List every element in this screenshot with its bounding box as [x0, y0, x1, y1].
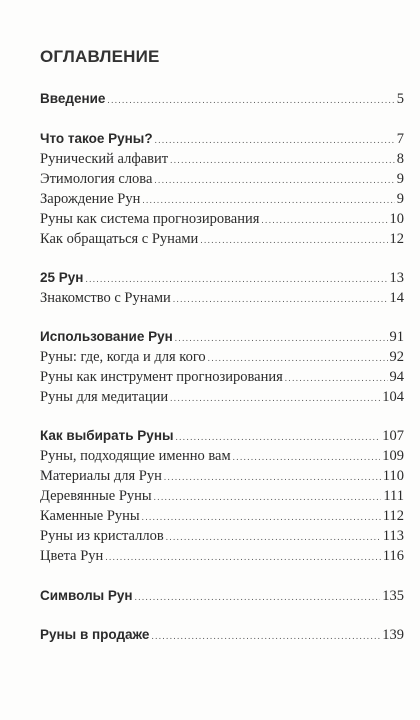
- toc-entry-label: Зарождение Рун: [40, 191, 141, 207]
- toc-entry: [40, 526, 404, 546]
- toc-entry-section: [40, 89, 404, 109]
- dot-leader: [135, 587, 381, 607]
- toc-entry-page: 92: [389, 349, 404, 365]
- page-title: ОГЛАВЛЕНИЕ: [40, 47, 160, 66]
- toc-entry: [40, 367, 404, 387]
- toc-entry-page: 91: [389, 329, 404, 345]
- dot-leader: [200, 230, 387, 250]
- toc-entry-section: [40, 586, 404, 606]
- toc-entry-label: Что такое Руны?: [40, 131, 153, 146]
- toc-entry-page: 9: [396, 171, 404, 187]
- toc-entry-label: Руны для медитации: [40, 389, 169, 405]
- toc-entry: [40, 387, 404, 407]
- toc-entry-label: Рунический алфавит: [40, 151, 169, 167]
- toc-entry-label: 25 Рун: [40, 270, 84, 285]
- toc-entry-label: Цвета Рун: [40, 548, 104, 564]
- toc-entry: [40, 506, 404, 526]
- toc-entry-label: Руны: где, когда и для кого: [40, 349, 206, 365]
- dot-leader: [285, 368, 388, 388]
- toc-entry: [40, 486, 404, 506]
- toc-entry-page: 104: [382, 389, 404, 405]
- toc-entry-section: [40, 129, 404, 149]
- dot-leader: [154, 487, 382, 507]
- dot-leader: [176, 427, 381, 447]
- toc-entry-section: [40, 327, 404, 347]
- toc-entry: [40, 466, 404, 486]
- toc-entry-label: Деревянные Руны: [40, 488, 152, 504]
- toc-entry: [40, 347, 404, 367]
- toc-entry-page: 7: [396, 131, 404, 147]
- toc-entry-section: [40, 426, 404, 446]
- toc-entry-page: 94: [389, 369, 404, 385]
- toc-entry-page: 135: [382, 588, 404, 604]
- toc-entry-label: Знакомство с Рунами: [40, 290, 171, 306]
- toc-entry-label: Материалы для Рун: [40, 468, 162, 484]
- dot-leader: [142, 507, 381, 527]
- toc-entry: [40, 209, 404, 229]
- toc-entry-label: Каменные Руны: [40, 508, 140, 524]
- toc-entry-label: Использование Рун: [40, 329, 173, 344]
- toc-entry-label: Руны как инструмент прогнозирования: [40, 369, 283, 385]
- toc-entry: [40, 446, 404, 466]
- dot-leader: [155, 130, 395, 150]
- dot-leader: [154, 170, 394, 190]
- toc-entry-page: 9: [396, 191, 404, 207]
- toc-entry-page: 12: [389, 231, 404, 247]
- toc-entry-section: [40, 268, 404, 288]
- toc-entry-page: 14: [389, 290, 404, 306]
- toc-entry-page: 13: [389, 270, 404, 286]
- toc-entry-label: Этимология слова: [40, 171, 153, 187]
- toc-entry-page: 139: [382, 627, 404, 643]
- toc-entry: [40, 546, 404, 566]
- toc-entry-page: 116: [382, 548, 404, 564]
- toc-entry-page: 5: [396, 91, 404, 107]
- toc-entry-page: 10: [389, 211, 404, 227]
- toc-entry: [40, 229, 404, 249]
- toc-entry-label: Руны в продаже: [40, 627, 150, 642]
- dot-leader: [208, 348, 388, 368]
- toc-entry-page: 110: [382, 468, 404, 484]
- dot-leader: [107, 90, 394, 110]
- dot-leader: [164, 467, 381, 487]
- toc-entry-label: Руны, подходящие именно вам: [40, 448, 231, 464]
- toc-entry-page: 8: [396, 151, 404, 167]
- toc-entry-section: [40, 625, 404, 645]
- dot-leader: [142, 190, 394, 210]
- toc-entry-page: 111: [383, 488, 404, 504]
- toc-entry-page: 109: [382, 448, 404, 464]
- toc-entry: [40, 169, 404, 189]
- dot-leader: [151, 626, 380, 646]
- dot-leader: [170, 150, 395, 170]
- dot-leader: [170, 388, 380, 408]
- toc-entry-label: Как выбирать Руны: [40, 428, 174, 443]
- toc-entry: [40, 288, 404, 308]
- dot-leader: [175, 328, 388, 348]
- dot-leader: [261, 210, 387, 230]
- toc-entry-label: Введение: [40, 91, 106, 106]
- dot-leader: [105, 547, 380, 567]
- dot-leader: [173, 289, 388, 309]
- toc-entry-label: Руны из кристаллов: [40, 528, 164, 544]
- toc-entry-page: 107: [382, 428, 404, 444]
- toc-entry-label: Символы Рун: [40, 588, 133, 603]
- dot-leader: [85, 269, 387, 289]
- toc-entry-page: 113: [382, 528, 404, 544]
- toc-entry-label: Руны как система прогнозирования: [40, 211, 260, 227]
- toc-entry-label: Как обращаться с Рунами: [40, 231, 199, 247]
- toc-entry: [40, 149, 404, 169]
- toc-entry: [40, 189, 404, 209]
- dot-leader: [233, 447, 381, 467]
- dot-leader: [166, 527, 381, 547]
- toc-entry-page: 112: [382, 508, 404, 524]
